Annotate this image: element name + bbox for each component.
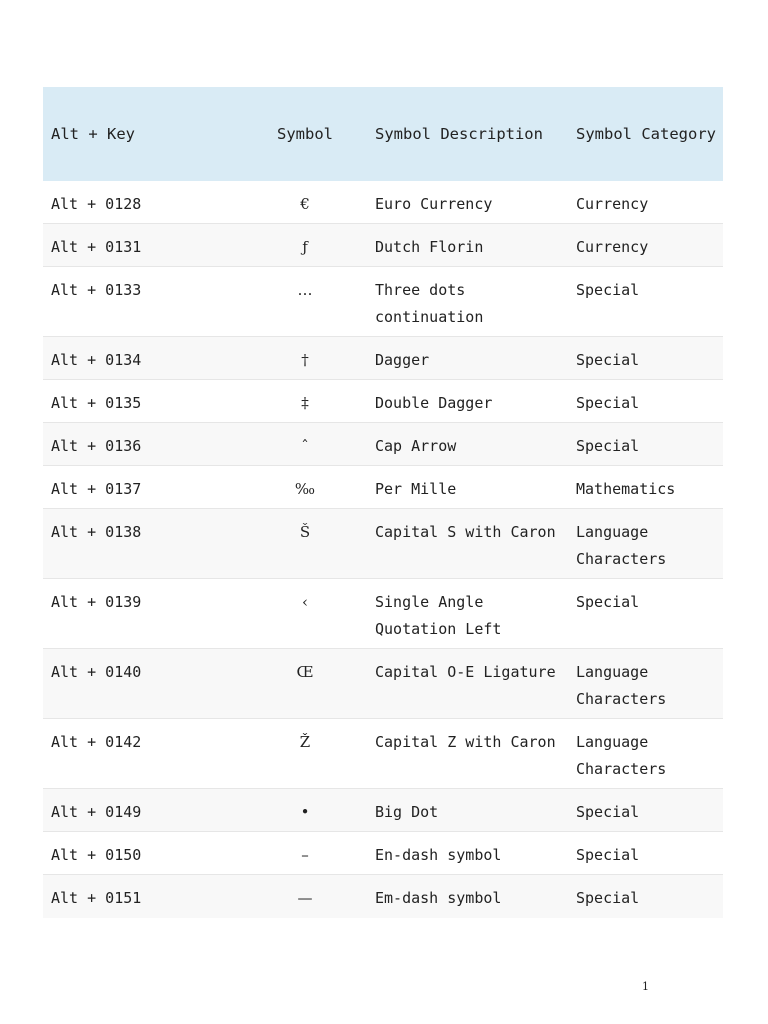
alt-code-table — [43, 87, 723, 918]
alt-key-cell: Alt + 0128 — [51, 195, 142, 213]
category-cell: Currency — [576, 195, 649, 213]
alt-key-cell: Alt + 0151 — [51, 889, 142, 907]
alt-key-cell: Alt + 0136 — [51, 437, 142, 455]
table-row — [43, 267, 723, 337]
table-row — [43, 719, 723, 789]
table-row — [43, 579, 723, 649]
header-symbol: Symbol — [277, 124, 333, 143]
alt-key-cell: Alt + 0140 — [51, 663, 142, 681]
description-cell: Capital O-E Ligature — [375, 663, 556, 681]
symbol-cell: • — [300, 803, 310, 821]
description-cell: Single Angle Quotation Left — [375, 593, 502, 638]
alt-key-cell: Alt + 0138 — [51, 523, 142, 541]
description-cell: Three dots continuation — [375, 281, 484, 326]
header-symbol-description: Symbol Description — [375, 124, 543, 143]
description-cell: Capital Z with Caron — [375, 733, 556, 751]
table-row — [43, 875, 723, 918]
description-cell: Em-dash symbol — [375, 889, 502, 907]
category-cell: Special — [576, 889, 640, 907]
description-cell: Per Mille — [375, 480, 457, 498]
symbol-cell: † — [301, 351, 309, 369]
symbol-cell: ‰ — [294, 480, 316, 498]
table-row — [43, 380, 723, 423]
table-row — [43, 832, 723, 875]
table-row — [43, 466, 723, 509]
category-cell: Special — [576, 803, 640, 821]
symbol-cell: ‹ — [302, 593, 308, 611]
symbol-cell: € — [300, 195, 310, 213]
symbol-cell: Ž — [299, 733, 311, 751]
category-cell: Special — [576, 593, 640, 611]
category-cell: Currency — [576, 238, 649, 256]
description-cell: Big Dot — [375, 803, 439, 821]
category-cell: Special — [576, 437, 640, 455]
header-alt-key: Alt + Key — [51, 124, 135, 143]
category-cell: Special — [576, 394, 640, 412]
alt-key-cell: Alt + 0133 — [51, 281, 142, 299]
category-cell: Mathematics — [576, 480, 676, 498]
table-row — [43, 224, 723, 267]
table-row — [43, 789, 723, 832]
alt-key-cell: Alt + 0150 — [51, 846, 142, 864]
table-row — [43, 649, 723, 719]
description-cell: Dagger — [375, 351, 430, 369]
alt-key-cell: Alt + 0139 — [51, 593, 142, 611]
description-cell: Capital S with Caron — [375, 523, 556, 541]
symbol-cell: ‡ — [301, 394, 309, 412]
description-cell: Double Dagger — [375, 394, 493, 412]
symbol-cell: — — [297, 889, 313, 907]
description-cell: Euro Currency — [375, 195, 493, 213]
table-row — [43, 509, 723, 579]
table-row — [43, 181, 723, 224]
category-cell: Language Characters — [576, 523, 667, 568]
symbol-cell: – — [301, 846, 309, 864]
category-cell: Language Characters — [576, 663, 667, 708]
category-cell: Special — [576, 846, 640, 864]
category-cell: Language Characters — [576, 733, 667, 778]
table-header-row — [43, 87, 723, 181]
alt-key-cell: Alt + 0135 — [51, 394, 142, 412]
category-cell: Special — [576, 281, 640, 299]
page-number: 1 — [642, 980, 649, 993]
alt-key-cell: Alt + 0149 — [51, 803, 142, 821]
alt-key-cell: Alt + 0131 — [51, 238, 142, 256]
description-cell: En-dash symbol — [375, 846, 502, 864]
table-row — [43, 337, 723, 380]
table-row — [43, 423, 723, 466]
symbol-cell: … — [297, 281, 313, 299]
header-symbol-category: Symbol Category — [576, 124, 716, 143]
alt-key-cell: Alt + 0142 — [51, 733, 142, 751]
symbol-cell: Š — [299, 523, 311, 541]
alt-key-cell: Alt + 0134 — [51, 351, 142, 369]
symbol-cell: ƒ — [302, 238, 308, 256]
alt-key-cell: Alt + 0137 — [51, 480, 142, 498]
description-cell: Cap Arrow — [375, 437, 457, 455]
category-cell: Special — [576, 351, 640, 369]
description-cell: Dutch Florin — [375, 238, 484, 256]
symbol-cell: Œ — [296, 663, 314, 681]
symbol-cell: ˆ — [301, 437, 309, 455]
